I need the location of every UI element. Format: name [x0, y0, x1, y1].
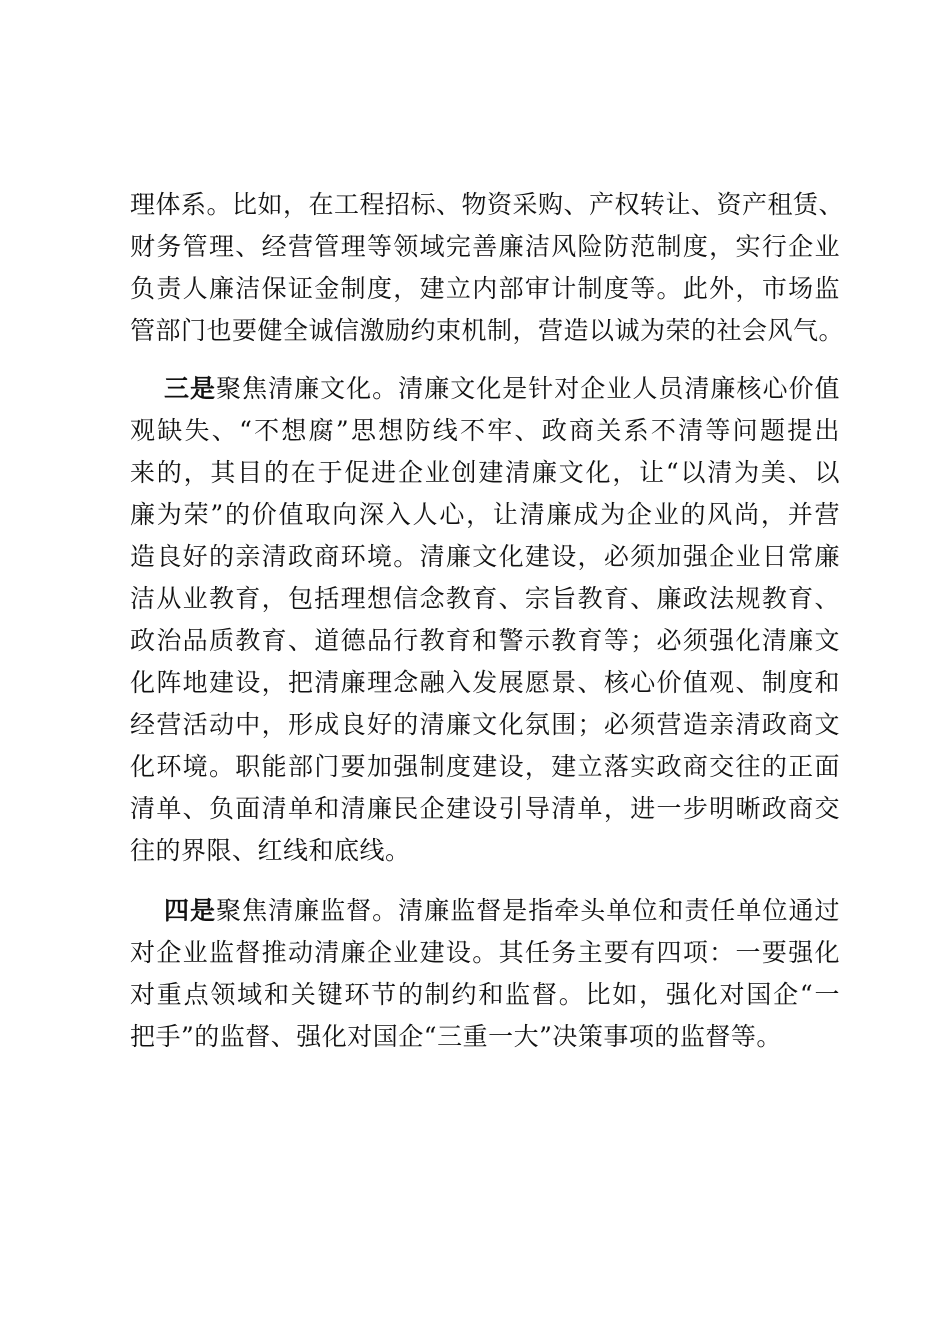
text-line: 化阵地建设，把清廉理念融入发展愿景、核心价值观、制度和 — [130, 668, 840, 697]
text-line: 理体系。比如，在工程招标、物资采购、产权转让、资产租赁、 — [130, 190, 845, 219]
text-fragment: 聚焦清廉文化。清廉文化是针对企业人员清廉核心价值 — [216, 374, 840, 403]
text-line: 来的，其目的在于促进企业创建清廉文化，让“以清为美、以 — [130, 458, 840, 487]
text-line: 经营活动中，形成良好的清廉文化氛围；必须营造亲清政商文 — [130, 710, 840, 739]
text-line: 财务管理、经营管理等领域完善廉洁风险防范制度，实行企业 — [130, 232, 840, 261]
paragraph-clean-supervision — [130, 890, 840, 1058]
text-line — [130, 368, 840, 410]
text-line: 政治品质教育、道德品行教育和警示教育等；必须强化清廉文 — [130, 626, 840, 655]
paragraph-system — [130, 184, 845, 352]
paragraph-lead: 四是 — [164, 896, 217, 925]
text-line: 对企业监督推动清廉企业建设。其任务主要有四项：一要强化 — [130, 938, 840, 967]
text-line: 清单、负面清单和清廉民企建设引导清单，进一步明晰政商交 — [130, 794, 840, 823]
text-line: 负责人廉洁保证金制度，建立内部审计制度等。此外，市场监 — [130, 274, 840, 303]
paragraph-clean-culture — [130, 368, 840, 872]
text-line: 廉为荣”的价值取向深入人心，让清廉成为企业的风尚，并营 — [130, 500, 840, 529]
text-line: 观缺失、“不想腐”思想防线不牢、政商关系不清等问题提出 — [130, 416, 840, 445]
paragraph-lead: 三是 — [164, 374, 217, 403]
text-line: 化环境。职能部门要加强制度建设，建立落实政商交往的正面 — [130, 752, 840, 781]
text-line: 往的界限、红线和底线。 — [130, 836, 411, 865]
text-line: 管部门也要健全诚信激励约束机制，营造以诚为荣的社会风气。 — [130, 316, 845, 345]
document-body — [130, 184, 845, 1058]
text-line: 洁从业教育，包括理想信念教育、宗旨教育、廉政法规教育、 — [130, 584, 840, 613]
text-line: 对重点领域和关键环节的制约和监督。比如，强化对国企“一 — [130, 980, 840, 1009]
text-line — [130, 890, 840, 932]
text-fragment: 聚焦清廉监督。清廉监督是指牵头单位和责任单位通过 — [216, 896, 840, 925]
text-line: 把手”的监督、强化对国企“三重一大”决策事项的监督等。 — [130, 1022, 782, 1051]
text-line: 造良好的亲清政商环境。清廉文化建设，必须加强企业日常廉 — [130, 542, 840, 571]
